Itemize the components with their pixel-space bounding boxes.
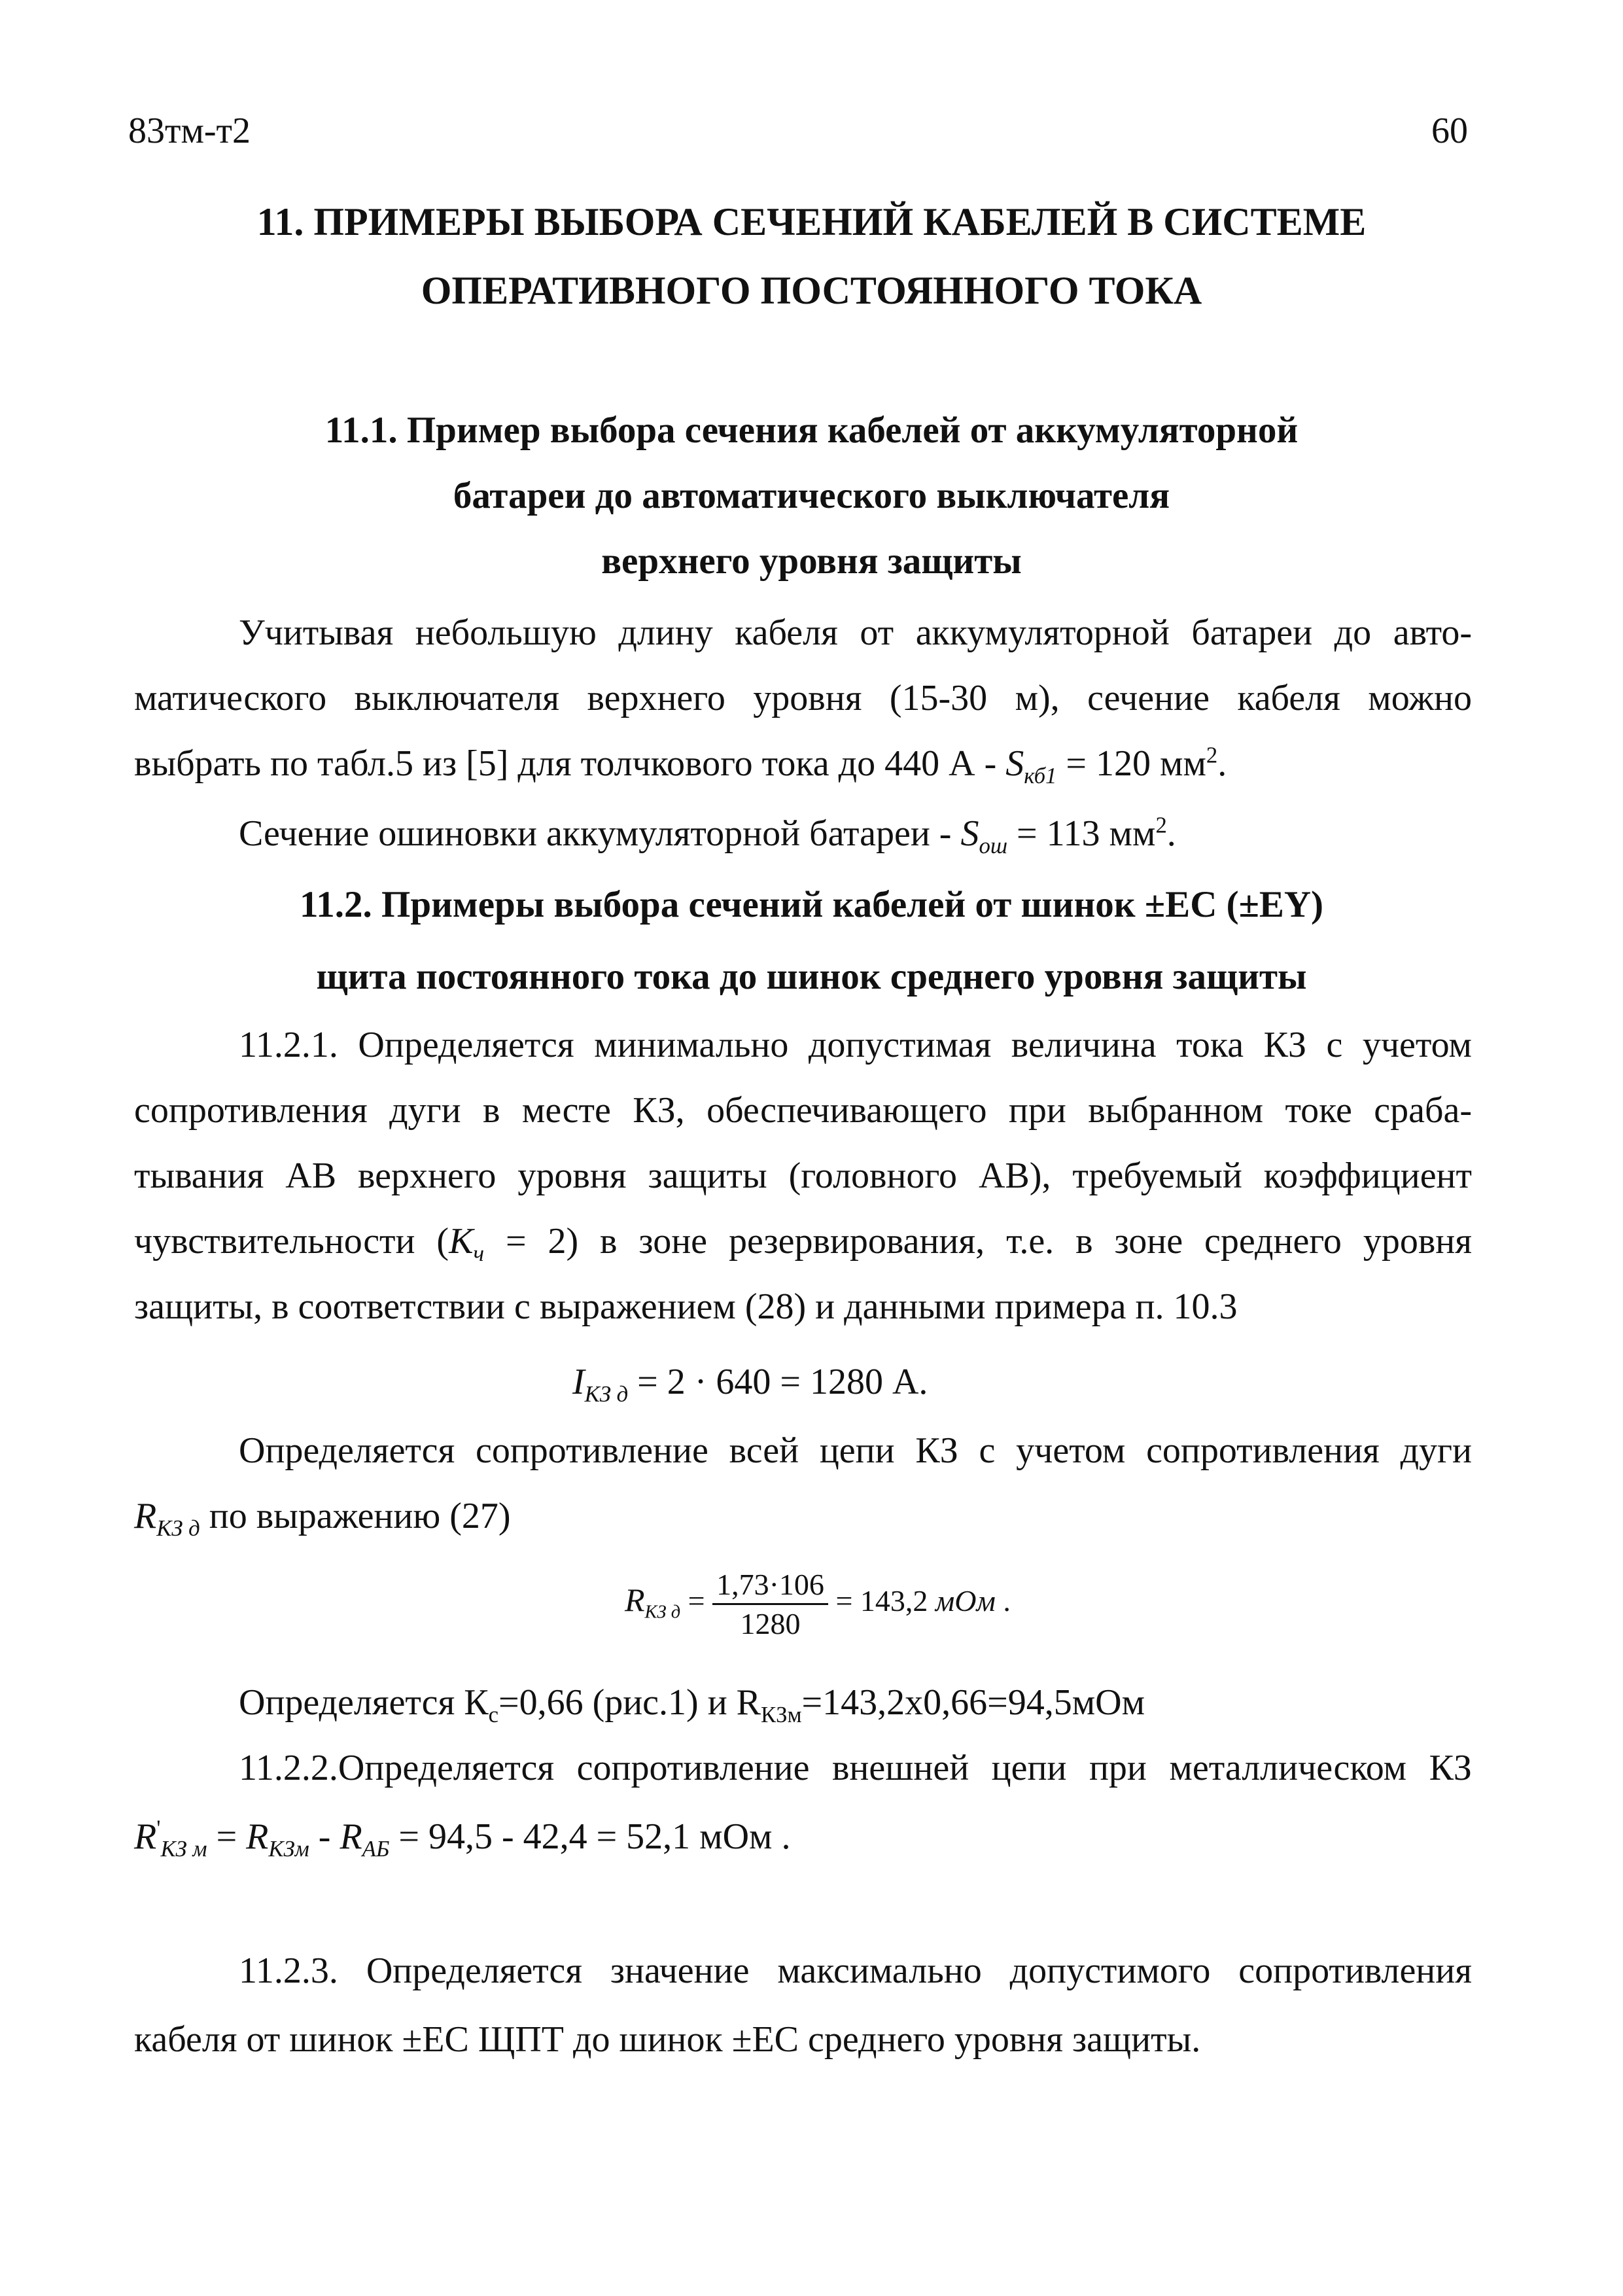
section-title-line1: 11. ПРИМЕРЫ ВЫБОРА СЕЧЕНИЙ КАБЕЛЕЙ В СИСТЕМЕ: [256, 200, 1367, 243]
text-segment: =143,2х0,66=94,5мОм: [801, 1682, 1145, 1723]
paragraph-line: тывания АВ верхнего уровня защиты (головного АВ), требуемый коэффициент: [134, 1156, 1472, 1196]
paragraph-line: 11.2.3. Определяется значение максимально допустимого сопротивления: [239, 1951, 1472, 1991]
equation-current: [572, 1361, 928, 1407]
symbol-i: I: [572, 1362, 585, 1402]
equation-rhs: = 94,5 - 42,4 = 52,1 мОм .: [389, 1816, 791, 1857]
paragraph-line: защиты, в соответствии с выражением (28) и данными примера п. 10.3: [134, 1286, 1238, 1327]
paragraph-line: матического выключателя верхнего уровня (15-30 м), сечение кабеля можно: [134, 678, 1472, 718]
symbol-subscript: КЗ д: [644, 1602, 681, 1623]
fraction-denominator: 1280: [740, 1607, 801, 1640]
symbol-s: S: [960, 813, 979, 854]
symbol-subscript: АБ: [362, 1836, 390, 1862]
equals-sign: =: [680, 1584, 713, 1618]
symbol-r: R: [134, 1816, 157, 1857]
section-title-line2: ОПЕРАТИВНОГО ПОСТОЯННОГО ТОКА: [421, 269, 1202, 312]
symbol-r: R: [246, 1816, 269, 1857]
paragraph-line-with-formula: [239, 812, 1176, 859]
subsection-11-1-title-line2: батареи до автоматического выключателя: [453, 475, 1170, 516]
paragraph-line-with-formula: [134, 1220, 1472, 1267]
prime-mark: ': [156, 1815, 161, 1841]
superscript: 2: [1155, 812, 1167, 838]
fraction: [712, 1567, 828, 1641]
text-segment: = 2) в зоне резервирования, т.е. в зоне среднего уровня: [484, 1221, 1472, 1262]
subsection-11-2-title-line2: щита постоянного тока до шинок среднего уровня защиты: [316, 956, 1307, 997]
text-segment: Определяется К: [239, 1682, 489, 1723]
symbol-subscript: КЗм: [268, 1836, 309, 1862]
symbol-subscript: КЗ д: [156, 1515, 200, 1542]
text-segment: =0,66 (рис.1) и R: [498, 1682, 761, 1723]
paragraph-line: 11.2.1. Определяется минимально допустимая величина тока КЗ с учетом: [239, 1025, 1472, 1065]
subscript: КЗм: [761, 1702, 802, 1728]
text-segment: = 113 мм: [1007, 813, 1156, 854]
text-segment: Сечение ошиновки аккумуляторной батареи -: [239, 813, 961, 854]
symbol-r: R: [340, 1816, 362, 1857]
text-segment: по выражению (27): [200, 1496, 511, 1536]
symbol-subscript: ч: [473, 1241, 485, 1267]
fraction-numerator: 1,73·106: [712, 1567, 828, 1605]
paragraph-line-with-formula: [239, 1682, 1145, 1728]
document-code: 83тм-т2: [128, 111, 251, 151]
text-segment: = 120 мм: [1056, 743, 1206, 784]
symbol-subscript: кб1: [1024, 763, 1057, 789]
equals-sign: =: [207, 1816, 247, 1857]
text-segment: выбрать по табл.5 из [5] для толчкового тока до 440 А -: [134, 743, 1006, 784]
subsection-11-1-title-line3: верхнего уровня защиты: [601, 540, 1022, 582]
page-number: 60: [1431, 111, 1468, 151]
text-segment: .: [995, 1584, 1011, 1618]
unit: мОм: [935, 1584, 996, 1618]
symbol-s: S: [1005, 743, 1024, 784]
superscript: 2: [1206, 742, 1218, 768]
paragraph-line-with-formula: [134, 1495, 511, 1542]
paragraph-line: кабеля от шинок ±ЕС ЩПТ до шинок ±ЕС среднего уровня защиты.: [134, 2019, 1201, 2060]
paragraph-line: 11.2.2.Определяется сопротивление внешней цепи при металлическом КЗ: [239, 1748, 1472, 1788]
symbol-k: K: [449, 1221, 474, 1262]
equation-rhs: = 2 · 640 = 1280 А.: [628, 1362, 928, 1402]
subscript: с: [488, 1702, 498, 1728]
text-segment: .: [1217, 743, 1227, 784]
subsection-11-2-title-line1: 11.2. Примеры выбора сечений кабелей от шинок ±ЕС (±ЕY): [299, 884, 1324, 925]
equation-external-resistance: [134, 1815, 791, 1862]
symbol-subscript: ош: [979, 833, 1008, 859]
symbol-r: R: [625, 1581, 645, 1619]
minus-sign: -: [309, 1816, 340, 1857]
paragraph-line: сопротивления дуги в месте КЗ, обеспечивающего при выбранном токе сраба-: [134, 1090, 1472, 1131]
text-segment: .: [1166, 813, 1176, 854]
symbol-subscript: КЗ м: [160, 1836, 207, 1862]
subsection-11-1-title-line1: 11.1. Пример выбора сечения кабелей от аккумуляторной: [324, 410, 1299, 451]
paragraph-line: Учитывая небольшую длину кабеля от аккумуляторной батареи до авто-: [239, 612, 1472, 653]
symbol-subscript: КЗ д: [584, 1381, 629, 1407]
symbol-r: R: [134, 1496, 157, 1536]
equation-resistance: [625, 1567, 1011, 1641]
paragraph-line-with-formula: [134, 742, 1227, 789]
paragraph-line: Определяется сопротивление всей цепи КЗ с учетом сопротивления дуги: [239, 1430, 1472, 1471]
text-segment: чувствительности (: [134, 1221, 449, 1262]
equation-rhs: = 143,2: [828, 1584, 935, 1618]
